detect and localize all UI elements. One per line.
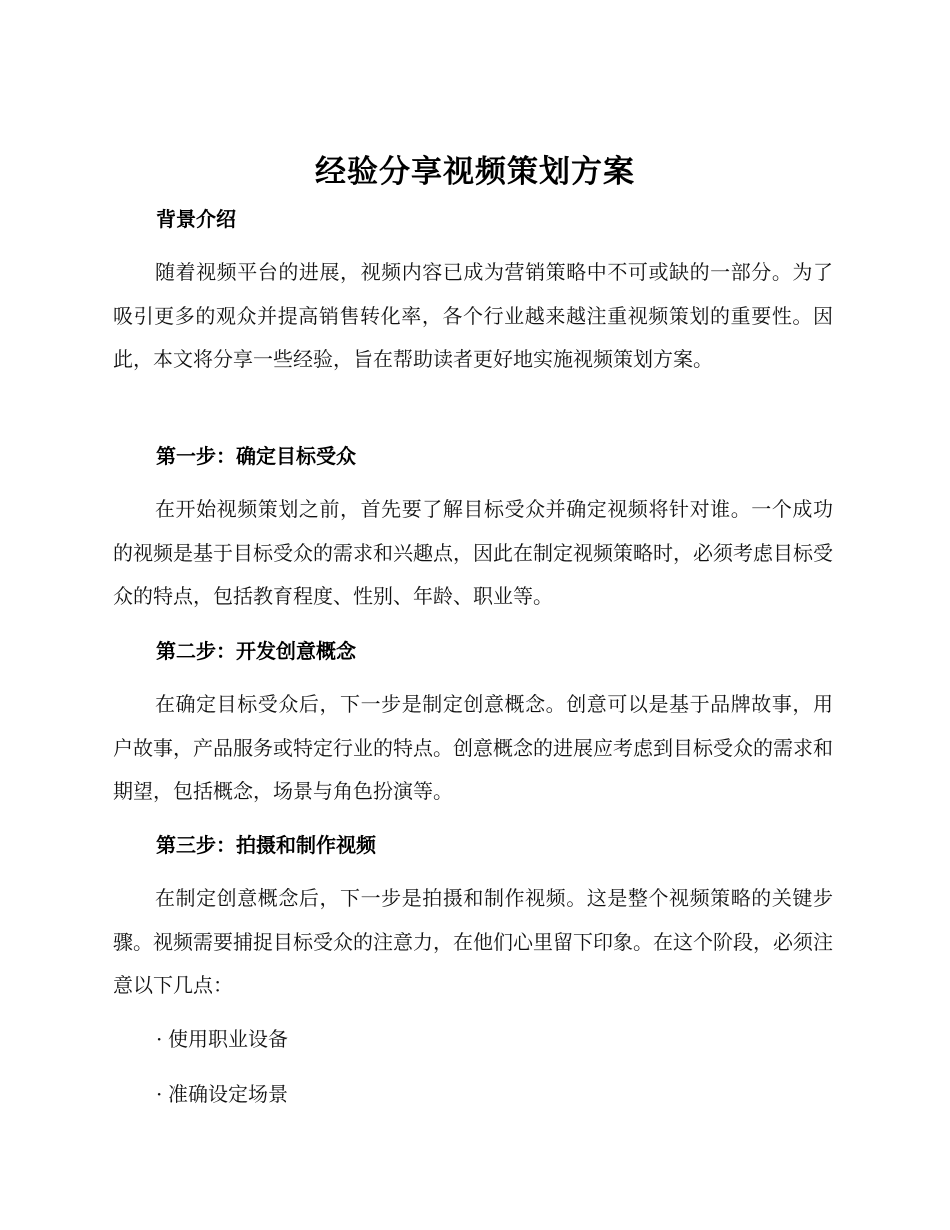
section-heading-step-2: 第二步：开发创意概念 bbox=[156, 639, 356, 663]
bullet-item bbox=[156, 1025, 288, 1053]
section-heading-step-1: 第一步：确定目标受众 bbox=[156, 444, 356, 468]
bullet-text: 使用职业设备 bbox=[168, 1027, 288, 1051]
bullet-dot: · bbox=[156, 1027, 163, 1051]
paragraph-background: 随着视频平台的进展，视频内容已成为营销策略中不可或缺的一部分。为了吸引更多的观众并提高销售转化率，各个行业越来越注重视频策划的重要性。因此，本文将分享一些经验，旨在帮助读者更好地实施视频策划方案。 bbox=[113, 260, 833, 371]
bullet-item bbox=[156, 1080, 288, 1108]
paragraph-step-3: 在制定创意概念后，下一步是拍摄和制作视频。这是整个视频策略的关键步骤。视频需要捕捉目标受众的注意力，在他们心里留下印象。在这个阶段，必须注意以下几点： bbox=[113, 886, 833, 997]
bullet-text: 准确设定场景 bbox=[168, 1082, 288, 1106]
paragraph-step-2: 在确定目标受众后，下一步是制定创意概念。创意可以是基于品牌故事，用户故事，产品服务或特定行业的特点。创意概念的进展应考虑到目标受众的需求和期望，包括概念，场景与角色扮演等。 bbox=[113, 692, 833, 803]
paragraph-step-1: 在开始视频策划之前，首先要了解目标受众并确定视频将针对谁。一个成功的视频是基于目标受众的需求和兴趣点，因此在制定视频策略时，必须考虑目标受众的特点，包括教育程度、性别、年龄、职业等。 bbox=[113, 497, 833, 608]
document-title: 经验分享视频策划方案 bbox=[315, 154, 635, 190]
section-heading-step-3: 第三步：拍摄和制作视频 bbox=[156, 833, 376, 857]
bullet-dot: · bbox=[156, 1082, 163, 1106]
section-heading-background: 背景介绍 bbox=[156, 207, 236, 231]
